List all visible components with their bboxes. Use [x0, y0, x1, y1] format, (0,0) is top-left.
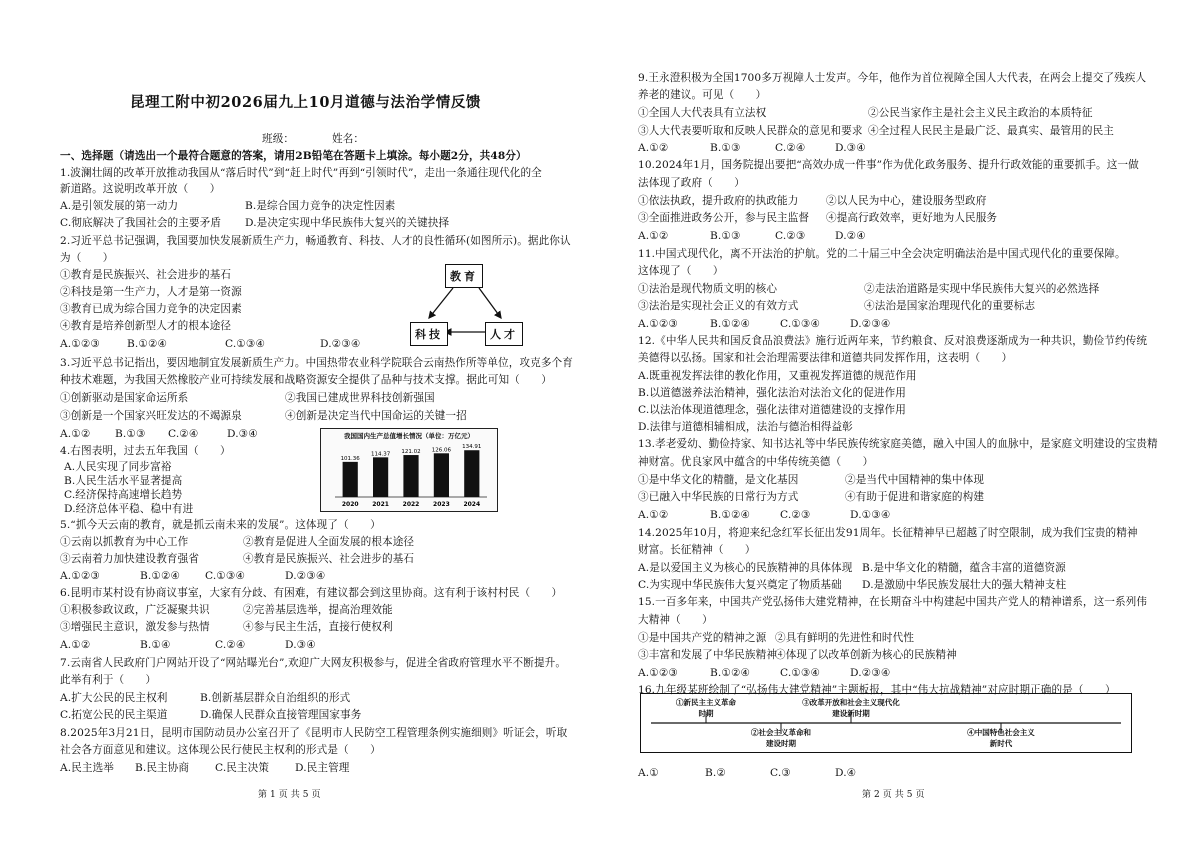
statement-item: ④教育是培养创新型人才的根本途径	[60, 320, 232, 332]
chart-bar	[373, 457, 388, 497]
question-13-stem: 13.孝老爱幼、勤俭持家、知书达礼等中华民族传统家庭美德，融入中国人的血脉中，是家庭文明建设的宝贵精	[638, 438, 1158, 450]
option-b: B.以道德滋养法治精神，强化法治对法治文化的促进作用	[638, 387, 906, 399]
option-d: D.民主管理	[295, 762, 350, 774]
chart-bar	[343, 462, 358, 497]
statement-item: ④创新是决定当代中国命运的关键一招	[285, 410, 467, 422]
diagram-node-talent: 人才	[485, 322, 523, 346]
option-d: D.②③④	[850, 667, 891, 679]
option-d: D.是决定实现中华民族伟大复兴的关键抉择	[245, 217, 450, 229]
statement-item: ②科技是第一生产力，人才是第一资源	[60, 286, 242, 298]
chart-tick-label: 2024	[463, 501, 481, 508]
option-d: D.②③④	[850, 318, 891, 330]
question-8-stem: 社会各方面意见和建议。这体现公民行使民主权利的形式是（ ）	[60, 744, 381, 756]
statement-item: ③法治是实现社会正义的有效方式	[638, 300, 799, 312]
statement-item: ③创新是一个国家兴旺发达的不竭源泉	[60, 410, 242, 422]
question-14-stem: 14.2025年10月，将迎来纪念红军长征出发91周年。长征精神早已超越了时空限制，成为我们宝贵的精神	[638, 527, 1138, 539]
diagram-node-education: 教育	[445, 264, 483, 288]
option-b: B.人民生活水平显著提高	[64, 475, 183, 487]
statement-item: ①全国人大代表具有立法权	[638, 107, 767, 119]
statement-item: ③云南着力加快建设教育强省	[60, 553, 200, 565]
question-3-stem: 种技术难题，为我国天然橡胶产业可持续发展和战略资源安全提供了品种与技术支撑。据此可知（ ）	[60, 374, 552, 386]
option-c: C.③	[770, 767, 791, 779]
chart-bar	[464, 450, 479, 497]
option-c: C.经济保持高速增长趋势	[64, 489, 183, 501]
statement-item: ②是当代中国精神的集中体现	[845, 474, 985, 486]
question-5-stem: 5.“抓今天云南的教育，就是抓云南未来的发展”。这体现了（ ）	[60, 519, 381, 531]
statement-item: ③全面推进政务公开，参与民主监督	[638, 212, 810, 224]
chart-title: 我国国内生产总值增长情况（单位：万亿元）	[344, 432, 474, 440]
option-b: B.民主协商	[135, 762, 190, 774]
timeline-board	[640, 693, 1132, 753]
question-15-stem: 15.一百多年来，中国共产党弘扬伟大建党精神，在长期奋斗中构建起中国共产党人的精神谱系，这一系列伟	[638, 596, 1148, 608]
option-c: C.为实现中华民族伟大复兴奠定了物质基础	[638, 579, 842, 591]
timeline-node: ①新民主主义革命 时期	[676, 698, 736, 718]
option-a: A.是引领发展的第一动力	[60, 200, 179, 212]
question-6-stem: 6.昆明市某村设有协商议事室，大家有分歧、有困难，有建议都会到这里协商。这有利于该村村民（ ）	[60, 587, 563, 599]
question-2-stem: 为（ ）	[60, 252, 114, 264]
timeline-node: ④中国特色社会主义 新时代	[967, 728, 1035, 748]
question-16-stem: 16.九年级某班绘制了“弘扬伟大建党精神”主题板报，其中“伟大抗战精神”对应时期正确的是（ ）	[638, 684, 1116, 696]
option-c: C.拓宽公民的民主渠道	[60, 709, 168, 721]
question-9-stem: 9.王永澄积极为全国1700多万视障人士发声。今年，他作为首位视障全国人大代表，在两会上提交了残疾人	[638, 72, 1147, 84]
option-a: A.①②③	[60, 338, 101, 350]
statement-item: ②以人民为中心，建设服务型政府	[826, 195, 987, 207]
option-a: A.民主选举	[60, 762, 114, 774]
right-page	[600, 0, 1200, 847]
question-1-stem: 新道路。这说明改革开放（ ）	[60, 183, 221, 195]
statement-item: ①法治是现代物质文明的核心	[638, 283, 778, 295]
option-c: C.民主决策	[215, 762, 270, 774]
option-d: D.①③④	[850, 509, 891, 521]
gdp-bar-chart	[320, 428, 498, 512]
option-d: D.③④	[227, 428, 258, 440]
option-b: B.①③	[710, 142, 741, 154]
option-d: D.确保人民群众直接管理国家事务	[200, 709, 362, 721]
chart-tick-label: 2023	[433, 501, 450, 508]
option-c: C.①③④	[225, 338, 266, 350]
option-b: B.①③	[710, 230, 741, 242]
option-c: C.①③④	[780, 318, 821, 330]
option-d: D.经济总体平稳、稳中有进	[64, 503, 194, 515]
statement-item: ②教育是促进人全面发展的根本途径	[243, 536, 415, 548]
option-c: C.②④	[168, 428, 199, 440]
chart-tick-label: 2022	[402, 501, 420, 508]
chart-plot	[321, 429, 497, 511]
statement-item: ②走法治道路是实现中华民族伟大复兴的必然选择	[864, 283, 1100, 295]
option-a: A.是以爱国主义为核心的民族精神的具体体现	[638, 562, 853, 574]
statement-item: ③已融入中华民族的日常行为方式	[638, 491, 799, 503]
page-footer: 第2页共5页	[862, 790, 928, 800]
option-a: A.既重视发挥法律的教化作用，又重视发挥道德的规范作用	[638, 370, 917, 382]
statement-item: ②完善基层选举，提高治理效能	[243, 604, 393, 616]
question-10-stem: 法体现了政府（ ）	[638, 177, 745, 189]
option-a: A.①②③	[638, 318, 679, 330]
option-a: A.①②	[60, 639, 91, 651]
option-c: C.②③	[780, 509, 811, 521]
statement-item: ①依法执政，提升政府的执政能力	[638, 195, 799, 207]
statement-item: ③人大代表要听取和反映人民群众的意见和要求	[638, 125, 863, 137]
exam-title: 昆理工附中初2026届九上10月道德与法治学情反馈	[130, 94, 482, 111]
question-7-stem: 7.云南省人民政府门户网站开设了“网站曝光台”,欢迎广大网友积极参与，促进全省政府管理水平不断提升。	[60, 657, 567, 669]
chart-tick-label: 2020	[341, 501, 359, 508]
option-a: A.①	[638, 767, 659, 779]
chart-tick-label: 2021	[372, 501, 389, 508]
chart-data-label: 126.06	[431, 447, 452, 454]
option-a: A.①②	[60, 428, 91, 440]
option-d: D.法律与道德相辅相成，法治与德治相得益彰	[638, 421, 853, 433]
question-1-stem: 1.波澜壮阔的改革开放推动我国从“落后时代”到“赶上时代”再到“引领时代”，走出一条通往现代化的全	[60, 167, 542, 179]
question-8-stem: 8.2025年3月21日，昆明市国防动员办公室召开了《昆明市人民防空工程管理条例实施细则》听证会，听取	[60, 727, 568, 739]
option-b: B.①②④	[127, 338, 168, 350]
statement-item: ①是中华文化的精髓，是文化基因	[638, 474, 799, 486]
question-14-stem: 财富。长征精神（ ）	[638, 544, 756, 556]
statement-item: ②具有鲜明的先进性和时代性	[775, 632, 915, 644]
statement-item: ④体现了以改革创新为核心的民族精神	[775, 649, 957, 661]
question-12-stem: 12.《中华人民共和国反食品浪费法》施行近两年来，节约粮食、反对浪费逐渐成为一种共识，勤俭节约传统	[638, 335, 1148, 347]
question-11-stem: 这体现了（ ）	[638, 265, 724, 277]
name-label: 姓名：	[332, 133, 365, 145]
statement-item: ④教育是民族振兴、社会进步的基石	[243, 553, 415, 565]
option-b: B.②	[705, 767, 726, 779]
statement-item: ②公民当家作主是社会主义民主政治的本质特征	[868, 107, 1093, 119]
question-11-stem: 11.中国式现代化，离不开法治的护航。党的二十届三中全会决定明确法治是中国式现代化的重要保障。	[638, 248, 1126, 260]
statement-item: ①教育是民族振兴、社会进步的基石	[60, 269, 232, 281]
option-d: D.③④	[835, 142, 866, 154]
option-b: B.①②④	[710, 509, 751, 521]
option-c: C.②④	[215, 639, 246, 651]
statement-item: ④提高行政效率，更好地为人民服务	[826, 212, 998, 224]
option-c: C.②③	[775, 230, 806, 242]
statement-item: ①云南以抓教育为中心工作	[60, 536, 189, 548]
option-b: B.①③	[115, 428, 146, 440]
option-c: C.彻底解决了我国社会的主要矛盾	[60, 217, 222, 229]
timeline-node: ③改革开放和社会主义现代化 建设新时期	[802, 698, 900, 718]
chart-data-label: 101.36	[340, 455, 360, 462]
option-b: B.①②④	[710, 318, 751, 330]
statement-item: ②我国已建成世界科技创新强国	[285, 392, 435, 404]
option-b: B.是中华文化的精髓，蕴含丰富的道德资源	[862, 562, 1066, 574]
statement-item: ④全过程人民民主是最广泛、最真实、最管用的民主	[868, 125, 1114, 137]
timeline-node: ②社会主义革命和 建设时期	[751, 728, 811, 748]
option-a: A.人民实现了同步富裕	[64, 461, 172, 473]
statement-item: ③丰富和发展了中华民族精神	[638, 649, 778, 661]
option-b: B.①②④	[710, 667, 751, 679]
option-d: D.②④	[835, 230, 866, 242]
chart-data-label: 121.02	[401, 449, 421, 456]
option-d: D.④	[835, 767, 857, 779]
question-15-stem: 大精神（ ）	[638, 614, 713, 626]
option-d: D.②③④	[285, 570, 326, 582]
option-a: A.①②③	[638, 667, 679, 679]
statement-item: ④有助于促进和谐家庭的构建	[845, 491, 985, 503]
statement-item: ④法治是国家治理现代化的重要标志	[864, 300, 1036, 312]
option-b: B.①④	[140, 639, 171, 651]
option-a: A.扩大公民的民主权利	[60, 692, 168, 704]
question-4-stem: 4.右图表明，过去五年我国（ ）	[60, 445, 231, 457]
option-c: C.①③④	[780, 667, 821, 679]
option-b: B.是综合国力竞争的决定性因素	[245, 200, 396, 212]
option-a: A.①②	[638, 230, 669, 242]
chart-bar	[434, 453, 449, 497]
option-c: C.②④	[775, 142, 806, 154]
statement-item: ①是中国共产党的精神之源	[638, 632, 767, 644]
question-13-stem: 神财富。优良家风中蕴含的中华传统美德（ ）	[638, 456, 874, 468]
diagram-node-technology: 科技	[410, 322, 448, 346]
chart-bar	[403, 455, 418, 497]
question-10-stem: 10.2024年1月，国务院提出要把“高效办成一件事”作为优化政务服务、提升行政效能的重要抓手。这一做	[638, 159, 1139, 171]
option-d: D.③④	[285, 639, 316, 651]
option-b: B.①②④	[140, 570, 181, 582]
option-c: C.①③④	[205, 570, 246, 582]
option-d: D.②③④	[320, 338, 361, 350]
section-heading: 一、选择题（请选出一个最符合题意的答案，请用2B铅笔在答题卡上填涂。每小题2分，共48分）	[60, 150, 527, 162]
statement-item: ③增强民主意识，激发参与热情	[60, 621, 210, 633]
statement-item: ①积极参政议政，广泛凝聚共识	[60, 604, 210, 616]
statement-item: ④参与民主生活，直接行使权利	[243, 621, 393, 633]
option-c: C.以法治体现道德理念，强化法律对道德建设的支撑作用	[638, 404, 906, 416]
question-12-stem: 美德得以弘扬。国家和社会治理需要法律和道德共同发挥作用，这表明（ ）	[638, 352, 1013, 364]
chart-data-label: 114.37	[370, 451, 391, 458]
option-a: A.①②	[638, 142, 669, 154]
question-7-stem: 此举有利于（ ）	[60, 674, 157, 686]
option-a: A.①②	[638, 509, 669, 521]
class-label: 班级：	[262, 133, 295, 145]
chart-data-label: 134.91	[462, 444, 482, 451]
statement-item: ①创新驱动是国家命运所系	[60, 392, 189, 404]
page-footer: 第1页共5页	[258, 790, 324, 800]
option-a: A.①②③	[60, 570, 101, 582]
statement-item: ③教育已成为综合国力竞争的决定因素	[60, 303, 242, 315]
option-b: B.创新基层群众自治组织的形式	[200, 692, 351, 704]
option-d: D.是激励中华民族发展壮大的强大精神支柱	[862, 579, 1067, 591]
question-2-stem: 2.习近平总书记强调，我国要加快发展新质生产力，畅通教育、科技、人才的良性循环(如图所示)。据此你认	[60, 235, 571, 247]
question-9-stem: 养老的建议。可见（ ）	[638, 89, 767, 101]
question-3-stem: 3.习近平总书记指出，要因地制宜发展新质生产力。中国热带农业科学院联合云南热作所等单位，攻克多个育	[60, 357, 573, 369]
